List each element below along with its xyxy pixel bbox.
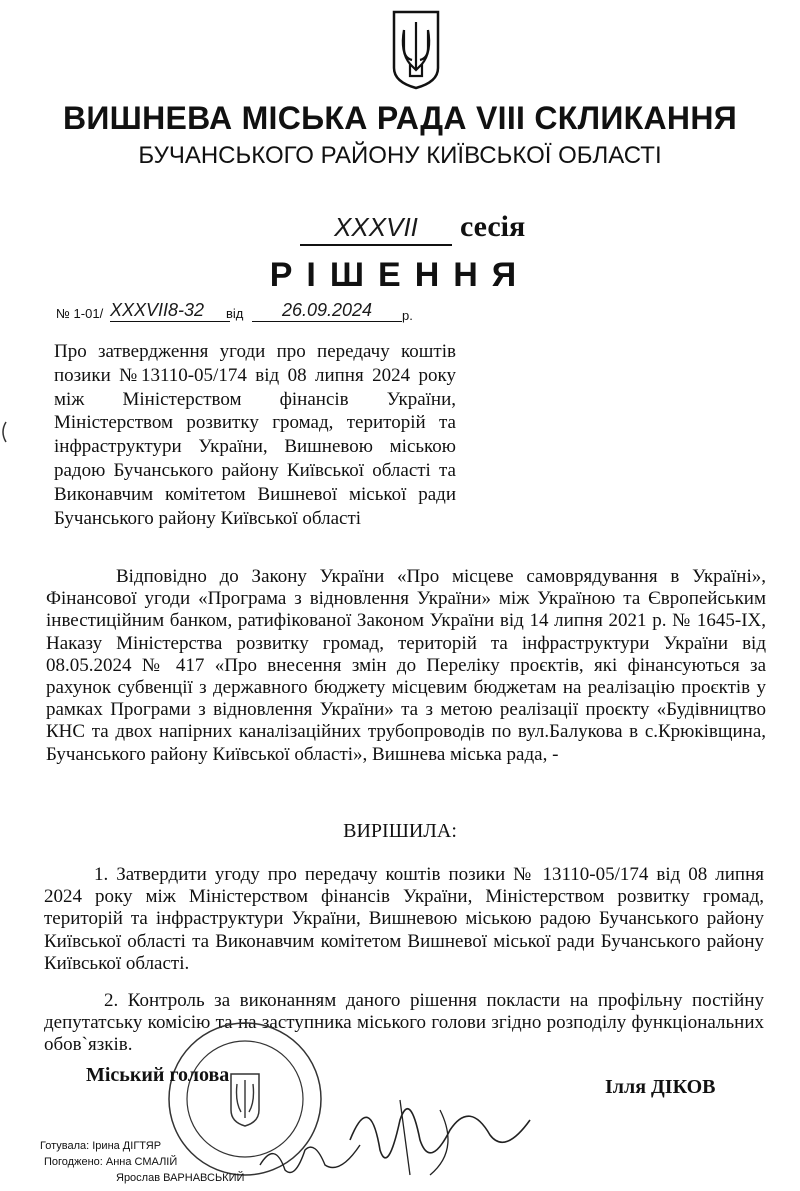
document-number-line — [56, 302, 416, 326]
scan-edge-mark — [0, 420, 8, 444]
trident-emblem-icon — [390, 8, 442, 90]
session-number: XXXVII — [300, 212, 452, 246]
resolution-item-1: 1. Затвердити угоду про передачу коштів позики № 13110-05/174 від 08 липня 2024 року між Міністерством фінансів України, Міністерством розвитку громад, територій та інфраструктури України, Вишневою міською радою Бучанського району Київської області та Виконавчим комітетом Вишневої міської ради Бучанського району Київської області. — [44, 864, 764, 974]
doc-number-prefix: № 1-01/ — [56, 306, 104, 321]
approver-signature — [255, 1135, 365, 1180]
signatory-name: Ілля ДІКОВ — [605, 1076, 716, 1098]
handwritten-signature — [340, 1080, 540, 1180]
resolved-heading: ВИРІШИЛА: — [343, 820, 457, 842]
doc-date-value: 26.09.2024 — [252, 300, 402, 322]
resolution-item-2: 2. Контроль за виконанням даного рішення покласти на профільну постійну депутатську комісію та на заступника міського голови згідно розподілу функціональних обов`язків. — [44, 990, 764, 1056]
doc-date-suffix: р. — [402, 308, 413, 323]
decision-title: РІШЕННЯ — [269, 256, 531, 294]
prepared-by: Готувала: Ірина ДІГТЯР — [40, 1140, 162, 1152]
session-line — [300, 212, 600, 246]
signatory-title: Міський голова — [86, 1064, 230, 1086]
doc-date-prefix: від — [226, 306, 244, 321]
doc-number-value: XXXVII8-32 — [110, 300, 230, 322]
district-name: БУЧАНСЬКОГО РАЙОНУ КИЇВСЬКОЇ ОБЛАСТІ — [138, 142, 662, 169]
subject-text: Про затвердження угоди про передачу коштів позики №13110-05/174 від 08 липня 2024 року між Міністерством фінансів України, Міністерством розвитку громад, територій та інфраструктури України, Вишневою міською радою Бучанського району Київської області та Виконавчим комітетом Вишневої міської ради Бучанського району Київської області — [54, 341, 456, 529]
preamble-paragraph: Відповідно до Закону України «Про місцеве самоврядування в Україні», Фінансової угоди «Програма з відновлення України» між Україною та Європейським інвестиційним банком, ратифікованої Законом України від 14 липня 2021 р. № 1645-IX, Наказу Міністерства розвитку громад, територій та інфраструктури України від 08.05.2024 № 417 «Про внесення змін до Переліку проєктів, які фінансуються за рахунок субвенції з державного бюджету місцевим бюджетам на реалізацію проєктів у рамках Програми з відновлення України» та з метою реалізації проєкту «Будівництво КНС та двох напірних каналізаційних трубопроводів по вул.Балукова в с.Крюківщина, Бучанського району Київської області», Вишнева міська рада, - — [46, 566, 766, 765]
agreed-by-2: Ярослав ВАРНАВСЬКИЙ — [116, 1172, 245, 1184]
session-word: сесія — [460, 210, 526, 243]
council-name: ВИШНЕВА МІСЬКА РАДА VIII СКЛИКАННЯ — [62, 100, 738, 136]
agreed-by: Погоджено: Анна СМАЛІЙ — [44, 1156, 178, 1168]
